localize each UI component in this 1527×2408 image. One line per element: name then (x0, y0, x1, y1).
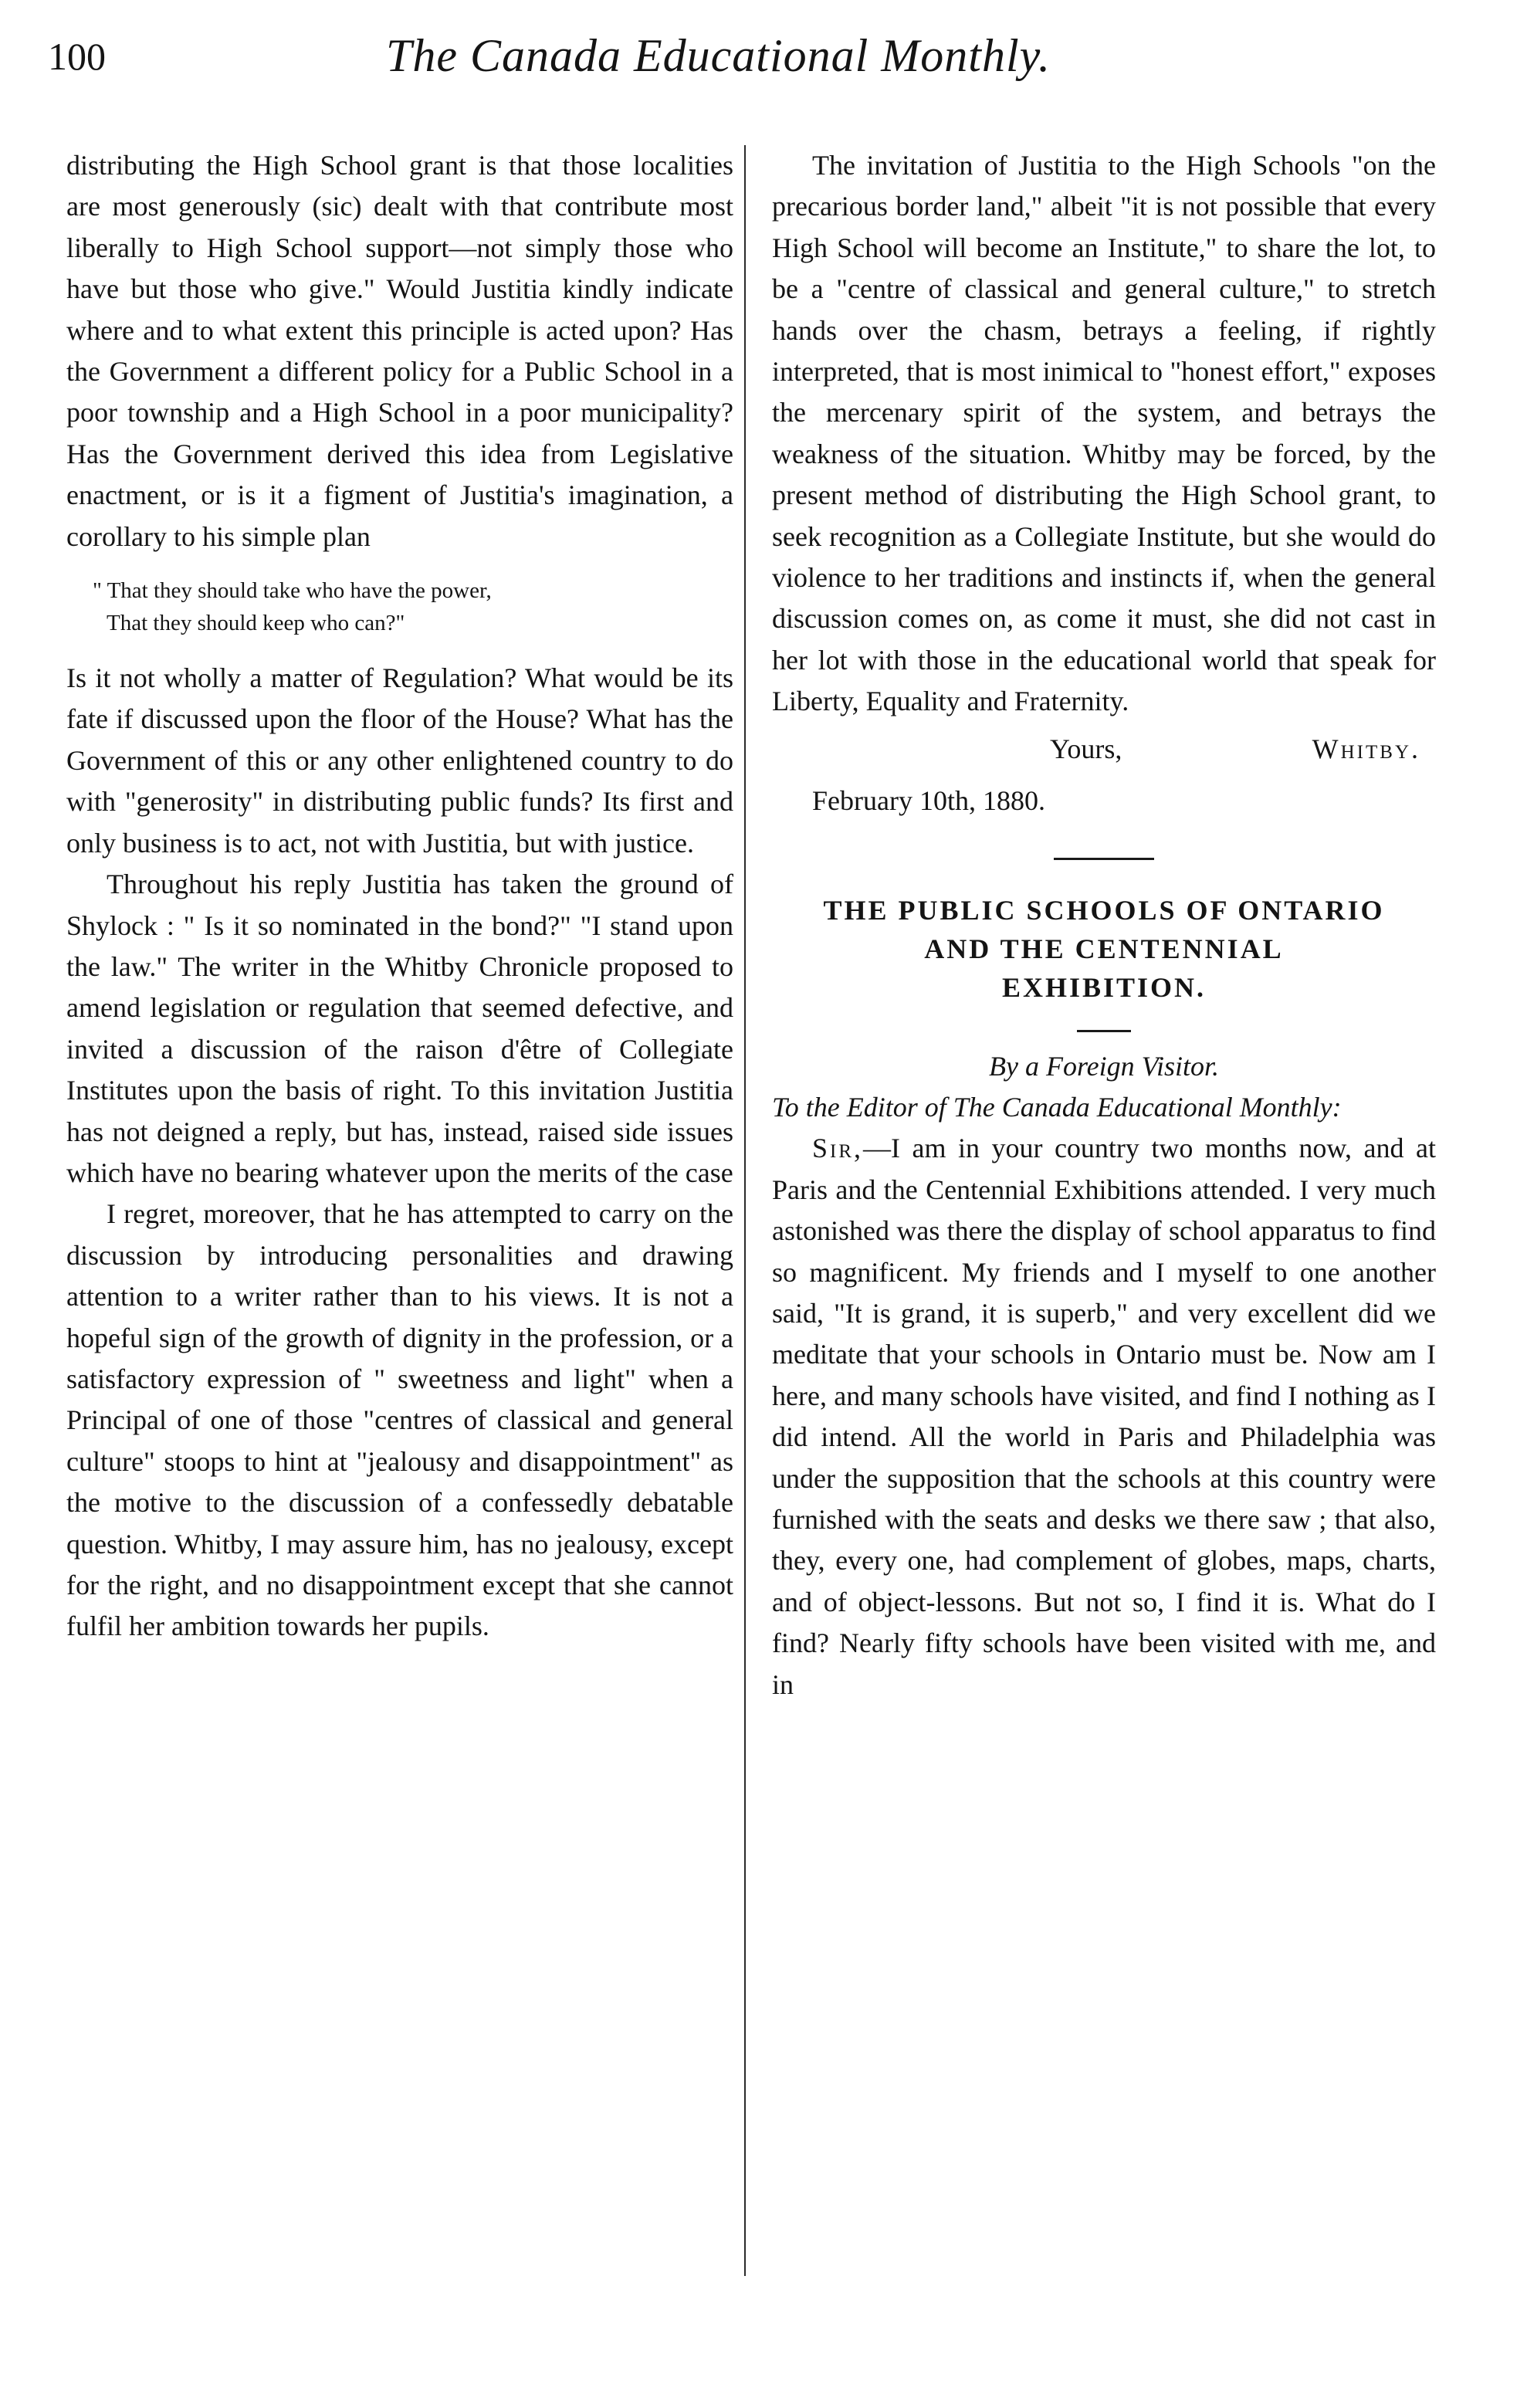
column-divider (744, 145, 746, 2276)
signature-line (772, 729, 1436, 770)
left-column (66, 145, 733, 1648)
right-paragraph-2-text: —I am in your country two months now, and at Paris and the Centennial Exhibitions attended. I very much astonished was there the display of school apparatus to find so magnificent. My friends and I myself to one another said, "It is grand, it is superb," and very excellent did we meditate that your schools in Ontario must be. Now am I here, and many schools have visited, and find I nothing as I did intend. All the world in Paris and Philadelphia was under the supposition that the schools at this country were furnished with the seats and desks we there saw ; that also, they, every one, had complement of globes, maps, charts, and of object-lessons. But not so, I find it is. What do I find? Nearly fifty schools have been visited with me, and in (772, 1133, 1436, 1700)
article-title (772, 891, 1436, 1007)
signature: Whitby. (1312, 733, 1420, 764)
running-head: The Canada Educational Monthly. (386, 30, 1051, 81)
left-paragraph-3: Throughout his reply Justitia has taken the ground of Shylock : " Is it so nominated in the bond?" "I stand upon the law." The writer in the Whitby Chronicle proposed to amend legislation or regulation that seemed defective, and invited a discussion of the raison d'être of Collegiate Institutes upon the basis of right. To this invitation Justitia has not deigned a reply, but has, instead, raised side issues which have no bearing whatever upon the merits of the case (66, 869, 733, 1188)
verse-line-2: That they should keep who can?" (107, 611, 405, 636)
page-number: 100 (48, 35, 106, 78)
article-title-line-3: EXHIBITION. (1001, 971, 1207, 1003)
salutation: Sir, (812, 1133, 864, 1164)
left-paragraph-2: Is it not wholly a matter of Regulation? What would be its fate if discussed upon the floor of the House? What has the Government of this or any other enlightened country to do with "generosity" in distributing public funds? Its first and only business is to act, not with Justitia, but with justice. (66, 662, 733, 859)
closing: Yours, (1050, 733, 1122, 764)
right-column (772, 145, 1436, 1705)
section-rule (1054, 858, 1154, 860)
verse-line-1: " That they should take who have the power, (93, 578, 492, 604)
article-title-line-2: AND THE CENTENNIAL (924, 933, 1284, 964)
right-paragraph-1: The invitation of Justitia to the High Schools "on the precarious border land," albeit "it is not possible that every High School will become an Institute," to share the lot, to be a "centre of classical and general culture," to stretch hands over the chasm, betrays a feeling, if rightly interpreted, that is most inimical to "honest effort," exposes the mercenary spirit of the system, and betrays the weakness of the situation. Whitby may be forced, by the present method of distributing the High School grant, to seek recognition as a Collegiate Institute, but she would do violence to her traditions and instincts if, when the general discussion comes on, as come it must, she did not cast in her lot with those in the educational world that speak for Liberty, Equality and Fraternity. (772, 150, 1436, 717)
byline: By a Foreign Visitor. (989, 1050, 1219, 1082)
verse-quote (93, 574, 733, 639)
article-title-line-1: THE PUBLIC SCHOOLS OF ONTARIO (823, 894, 1385, 926)
left-paragraph-1: distributing the High School grant is that those localities are most generously (sic) dealt with that contribute most liberally to High School support—not simply those who have but those who give." Would Justitia kindly indicate where and to what extent this principle is acted upon? Has the Government a different policy for a Public School in a poor township and a High School in a poor municipality? Has the Government derived this idea from Legislative enactment, or is it a figment of Justitia's imagination, a corollary to his simple plan (66, 150, 733, 552)
right-paragraph-2 (772, 1128, 1436, 1705)
editor-address: To the Editor of The Canada Educational Monthly: (772, 1091, 1342, 1123)
byline-rule (1077, 1030, 1131, 1032)
left-paragraph-4: I regret, moreover, that he has attempted to carry on the discussion by introducing personalities and drawing attention to a writer rather than to his views. It is not a hopeful sign of the growth of dignity in the profession, or a satisfactory expression of " sweetness and light" when a Principal of one of those "centres of classical and general culture" stoops to hint at "jealousy and disappointment" as the motive to the discussion of a confessedly debatable question. Whitby, I may assure him, has no jealousy, except for the right, and no disappointment except that she cannot fulfil her ambition towards her pupils. (66, 1198, 733, 1642)
letter-date: February 10th, 1880. (812, 785, 1045, 817)
